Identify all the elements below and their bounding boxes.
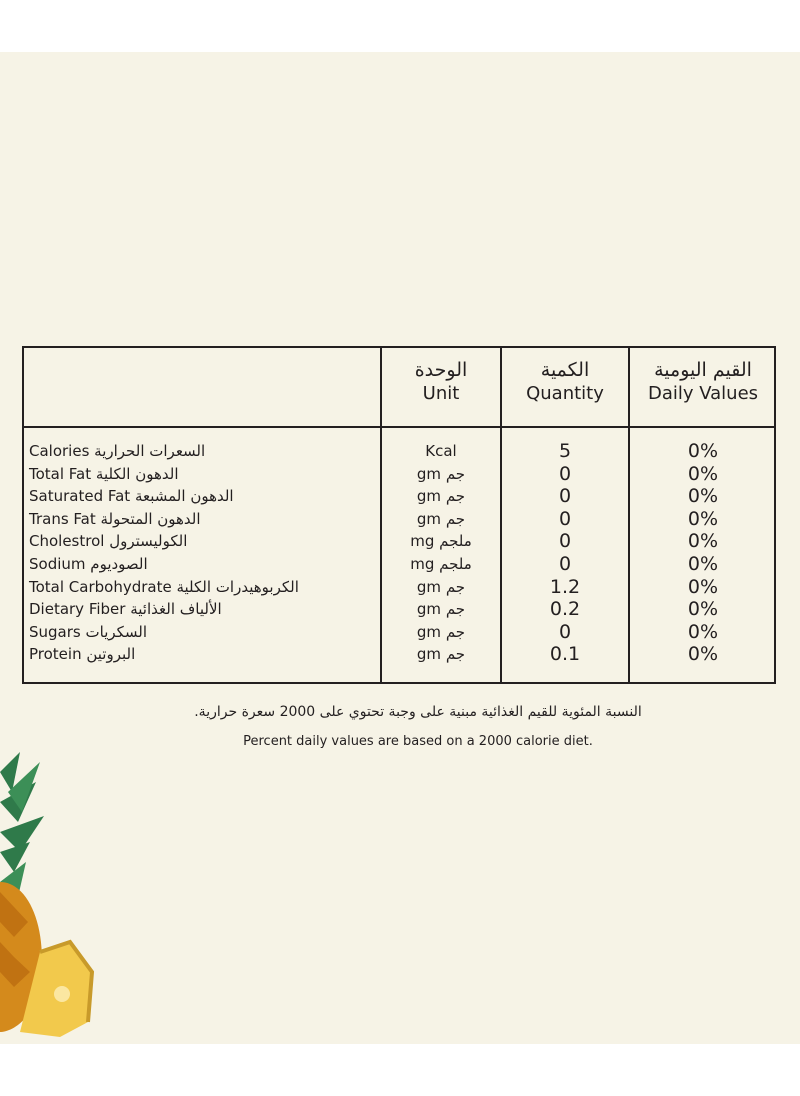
nutrient-unit: gm جم xyxy=(416,487,466,506)
nutrient-daily-value: 0% xyxy=(687,507,719,530)
nutrient-name: Dietary Fiber الألياف الغذائية xyxy=(29,600,222,619)
nutrient-name: Total Fat الدهون الكلية xyxy=(29,464,179,483)
nutrient-unit: mg ملجم xyxy=(410,555,472,573)
label-background xyxy=(0,52,800,1044)
header-unit-en: Unit xyxy=(422,383,460,404)
nutrient-unit: gm جم xyxy=(416,509,466,528)
nutrient-name: Protein البروتين xyxy=(29,645,136,664)
nutrient-daily-value: 0% xyxy=(687,620,719,643)
header-divider xyxy=(24,426,774,428)
nutrient-daily-value: 0% xyxy=(687,530,719,553)
table-row xyxy=(24,598,774,621)
table-row xyxy=(24,530,774,553)
table-row xyxy=(24,621,774,644)
header-daily-values xyxy=(630,358,776,418)
header-daily-values-ar: القيم اليومية xyxy=(654,359,752,381)
nutrient-daily-value: 0% xyxy=(687,643,719,666)
nutrient-unit: Kcal xyxy=(425,442,457,460)
nutrient-quantity: 0 xyxy=(558,553,572,575)
nutrient-name: Sugars السكريات xyxy=(29,622,148,641)
pineapple-leaves-icon xyxy=(0,752,44,897)
nutrient-daily-value: 0% xyxy=(687,553,719,575)
nutrient-quantity: 0 xyxy=(558,530,572,553)
nutrient-quantity: 0 xyxy=(558,620,572,643)
nutrient-unit: gm جم xyxy=(416,464,466,483)
nutrient-name: Total Carbohydrate الكربوهيدرات الكلية xyxy=(29,577,299,596)
nutrient-daily-value: 0% xyxy=(687,485,719,508)
nutrient-quantity: 0 xyxy=(558,507,572,530)
table-row xyxy=(24,553,774,576)
nutrient-daily-value: 0% xyxy=(687,575,719,598)
nutrient-quantity: 0.1 xyxy=(549,643,581,666)
nutrition-table xyxy=(22,346,776,684)
nutrient-name: Cholestrol الكوليسترول xyxy=(29,532,188,551)
header-quantity xyxy=(502,358,628,418)
nutrient-quantity: 0 xyxy=(558,462,572,485)
table-row xyxy=(24,576,774,599)
table-row xyxy=(24,440,774,463)
header-quantity-en: Quantity xyxy=(526,383,604,404)
nutrient-name: Calories السعرات الحرارية xyxy=(29,442,206,460)
nutrient-name: Sodium الصوديوم xyxy=(29,555,148,573)
header-unit-ar: الوحدة xyxy=(414,359,468,381)
nutrient-name: Saturated Fat الدهون المشبعة xyxy=(29,487,234,506)
table-row xyxy=(24,485,774,508)
table-row xyxy=(24,508,774,531)
nutrient-unit: gm جم xyxy=(416,622,466,641)
header-daily-values-en: Daily Values xyxy=(647,383,759,404)
nutrient-unit: gm جم xyxy=(416,600,466,619)
nutrient-daily-value: 0% xyxy=(687,462,719,485)
nutrient-unit: gm جم xyxy=(416,577,466,596)
header-unit xyxy=(382,358,500,418)
nutrient-unit: gm جم xyxy=(416,645,466,664)
nutrient-quantity: 5 xyxy=(558,440,572,462)
pineapple-image xyxy=(0,732,110,1044)
nutrient-quantity: 0.2 xyxy=(549,598,581,621)
nutrient-daily-value: 0% xyxy=(687,598,719,621)
nutrient-quantity: 0 xyxy=(558,485,572,508)
nutrient-quantity: 1.2 xyxy=(549,575,581,598)
table-row xyxy=(24,463,774,486)
nutrient-unit: mg ملجم xyxy=(410,532,472,551)
footnote-arabic: النسبة المئوية للقيم الغذائية مبنية على وجبة تحتوي على 2000 سعرة حرارية. xyxy=(194,704,642,720)
nutrient-daily-value: 0% xyxy=(687,440,719,462)
footnote-english: Percent daily values are based on a 2000 calorie diet. xyxy=(243,734,593,749)
header-quantity-ar: الكمية xyxy=(540,359,590,381)
nutrient-name: Trans Fat الدهون المتحولة xyxy=(29,509,201,528)
table-row xyxy=(24,643,774,666)
